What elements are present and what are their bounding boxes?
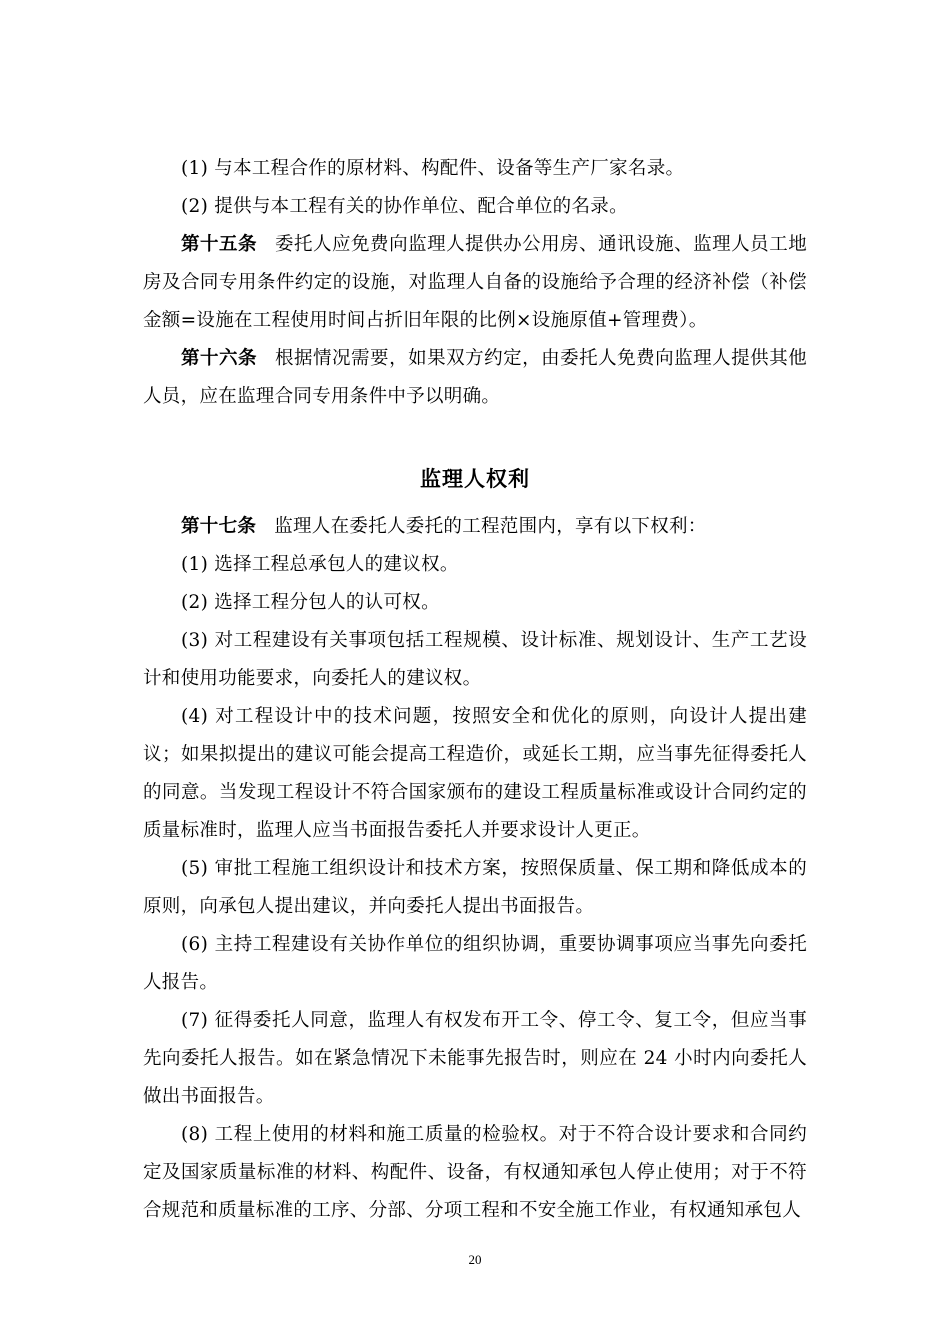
- right-item-7: (7) 征得委托人同意，监理人有权发布开工令、停工令、复工令，但应当事先向委托人报告。如在紧急情况下未能事先报告时，则应在 24 小时内向委托人做出书面报告。: [143, 1010, 807, 1107]
- article-15-heading: 第十五条: [181, 234, 258, 255]
- article-16-heading: 第十六条: [181, 348, 258, 369]
- paragraphs-before: [143, 150, 807, 416]
- page-number: 20: [468, 1252, 482, 1267]
- right-item-8: (8) 工程上使用的材料和施工质量的检验权。对于不符合设计要求和合同约定及国家质量标准的材料、构配件、设备，有权通知承包人停止使用；对于不符合规范和质量标准的工序、分部、分项工程和不安全施工作业，有权通知承包人: [143, 1124, 807, 1221]
- right-item-1: (1) 选择工程总承包人的建议权。: [181, 554, 459, 575]
- article-15: 第十五条 委托人应免费向监理人提供办公用房、通讯设施、监理人员工地房及合同专用条件约定的设施，对监理人自备的设施给予合理的经济补偿（补偿金额=设施在工程使用时间占折旧年限的比例×设施原值+管理费）。: [143, 234, 807, 331]
- article-17: 第十七条 监理人在委托人委托的工程范围内，享有以下权利：: [181, 516, 707, 537]
- right-item-3: (3) 对工程建设有关事项包括工程规模、设计标准、规划设计、生产工艺设计和使用功能要求，向委托人的建议权。: [143, 630, 807, 689]
- article-17-heading: 第十七条: [181, 516, 257, 537]
- article-16: 第十六条 根据情况需要，如果双方约定，由委托人免费向监理人提供其他人员，应在监理合同专用条件中予以明确。: [143, 348, 807, 407]
- right-item-6: (6) 主持工程建设有关协作单位的组织协调，重要协调事项应当事先向委托人报告。: [143, 934, 807, 993]
- document-body: [143, 150, 807, 1230]
- list-item-2: (2) 提供与本工程有关的协作单位、配合单位的名录。: [181, 196, 628, 217]
- section-title: 监理人权利: [420, 466, 530, 491]
- right-item-5: (5) 审批工程施工组织设计和技术方案，按照保质量、保工期和降低成本的原则，向承包人提出建议，并向委托人提出书面报告。: [143, 858, 807, 917]
- paragraphs-after: [143, 508, 807, 1230]
- right-item-4: (4) 对工程设计中的技术问题，按照安全和优化的原则，向设计人提出建议；如果拟提出的建议可能会提高工程造价，或延长工期，应当事先征得委托人的同意。当发现工程设计不符合国家颁布的建设工程质量标准或设计合同约定的质量标准时，监理人应当书面报告委托人并要求设计人更正。: [143, 706, 807, 841]
- right-item-2: (2) 选择工程分包人的认可权。: [181, 592, 440, 613]
- list-item-1: (1) 与本工程合作的原材料、构配件、设备等生产厂家名录。: [181, 158, 685, 179]
